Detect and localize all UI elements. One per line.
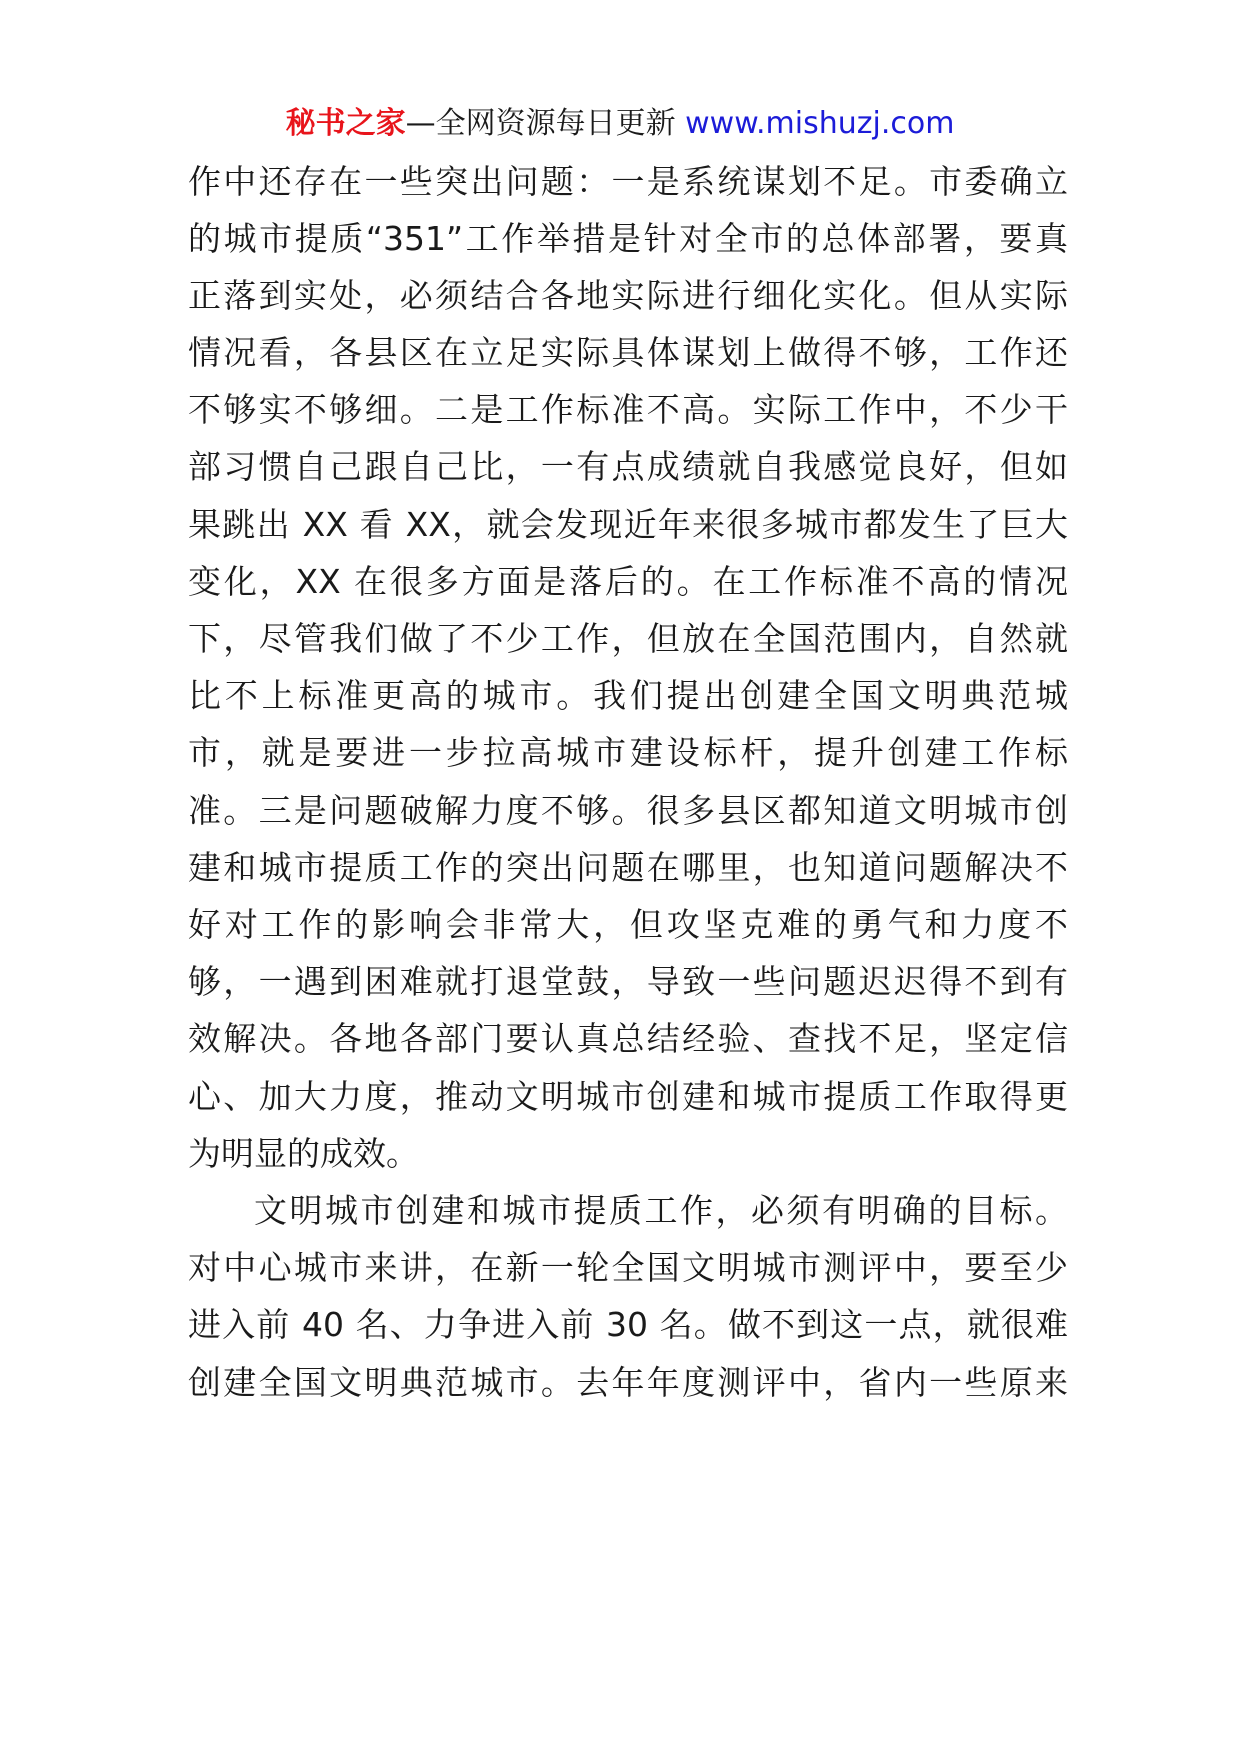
text-line: 心、加大力度，推动文明城市创建和城市提质工作取得更 xyxy=(188,1077,1068,1116)
text-line: 的城市提质“351”工作举措是针对全市的总体部署，要真 xyxy=(188,219,1068,258)
text-line: 情况看，各县区在立足实际具体谋划上做得不够，工作还 xyxy=(188,333,1068,372)
text-line: 进入前 40 名、力争进入前 30 名。做不到这一点，就很难 xyxy=(188,1305,1068,1344)
text-line: 好对工作的影响会非常大，但攻坚克难的勇气和力度不 xyxy=(188,905,1068,944)
text-line: 不够实不够细。二是工作标准不高。实际工作中，不少干 xyxy=(188,390,1068,429)
text-line: 创建全国文明典范城市。去年年度测评中，省内一些原来 xyxy=(188,1363,1068,1402)
text-line: 够，一遇到困难就打退堂鼓，导致一些问题迟迟得不到有 xyxy=(188,962,1068,1001)
text-line: 建和城市提质工作的突出问题在哪里，也知道问题解决不 xyxy=(188,848,1068,887)
brand-name: 秘书之家 xyxy=(285,106,406,141)
paragraph-first-line: 文明城市创建和城市提质工作，必须有明确的目标。 xyxy=(254,1191,1068,1230)
text-line: 效解决。各地各部门要认真总结经验、查找不足，坚定信 xyxy=(188,1019,1068,1058)
site-url-link[interactable]: www.mishuzj.com xyxy=(685,106,955,141)
text-line: 比不上标准更高的城市。我们提出创建全国文明典范城 xyxy=(188,676,1068,715)
text-line: 为明显的成效。 xyxy=(188,1134,419,1173)
text-line: 正落到实处，必须结合各地实际进行细化实化。但从实际 xyxy=(188,276,1068,315)
text-line: 对中心城市来讲，在新一轮全国文明城市测评中，要至少 xyxy=(188,1248,1068,1287)
text-line: 变化，XX 在很多方面是落后的。在工作标准不高的情况 xyxy=(188,562,1068,601)
text-line: 市，就是要进一步拉高城市建设标杆，提升创建工作标 xyxy=(188,733,1068,772)
header-tagline: —全网资源每日更新 xyxy=(405,106,676,141)
text-line: 准。三是问题破解力度不够。很多县区都知道文明城市创 xyxy=(188,791,1068,830)
site-header xyxy=(0,104,1240,144)
text-line: 部习惯自己跟自己比，一有点成绩就自我感觉良好，但如 xyxy=(188,447,1068,486)
text-line: 下，尽管我们做了不少工作，但放在全国范围内，自然就 xyxy=(188,619,1068,658)
text-line: 果跳出 XX 看 XX，就会发现近年来很多城市都发生了巨大 xyxy=(188,505,1068,544)
text-line: 作中还存在一些突出问题：一是系统谋划不足。市委确立 xyxy=(188,162,1068,201)
